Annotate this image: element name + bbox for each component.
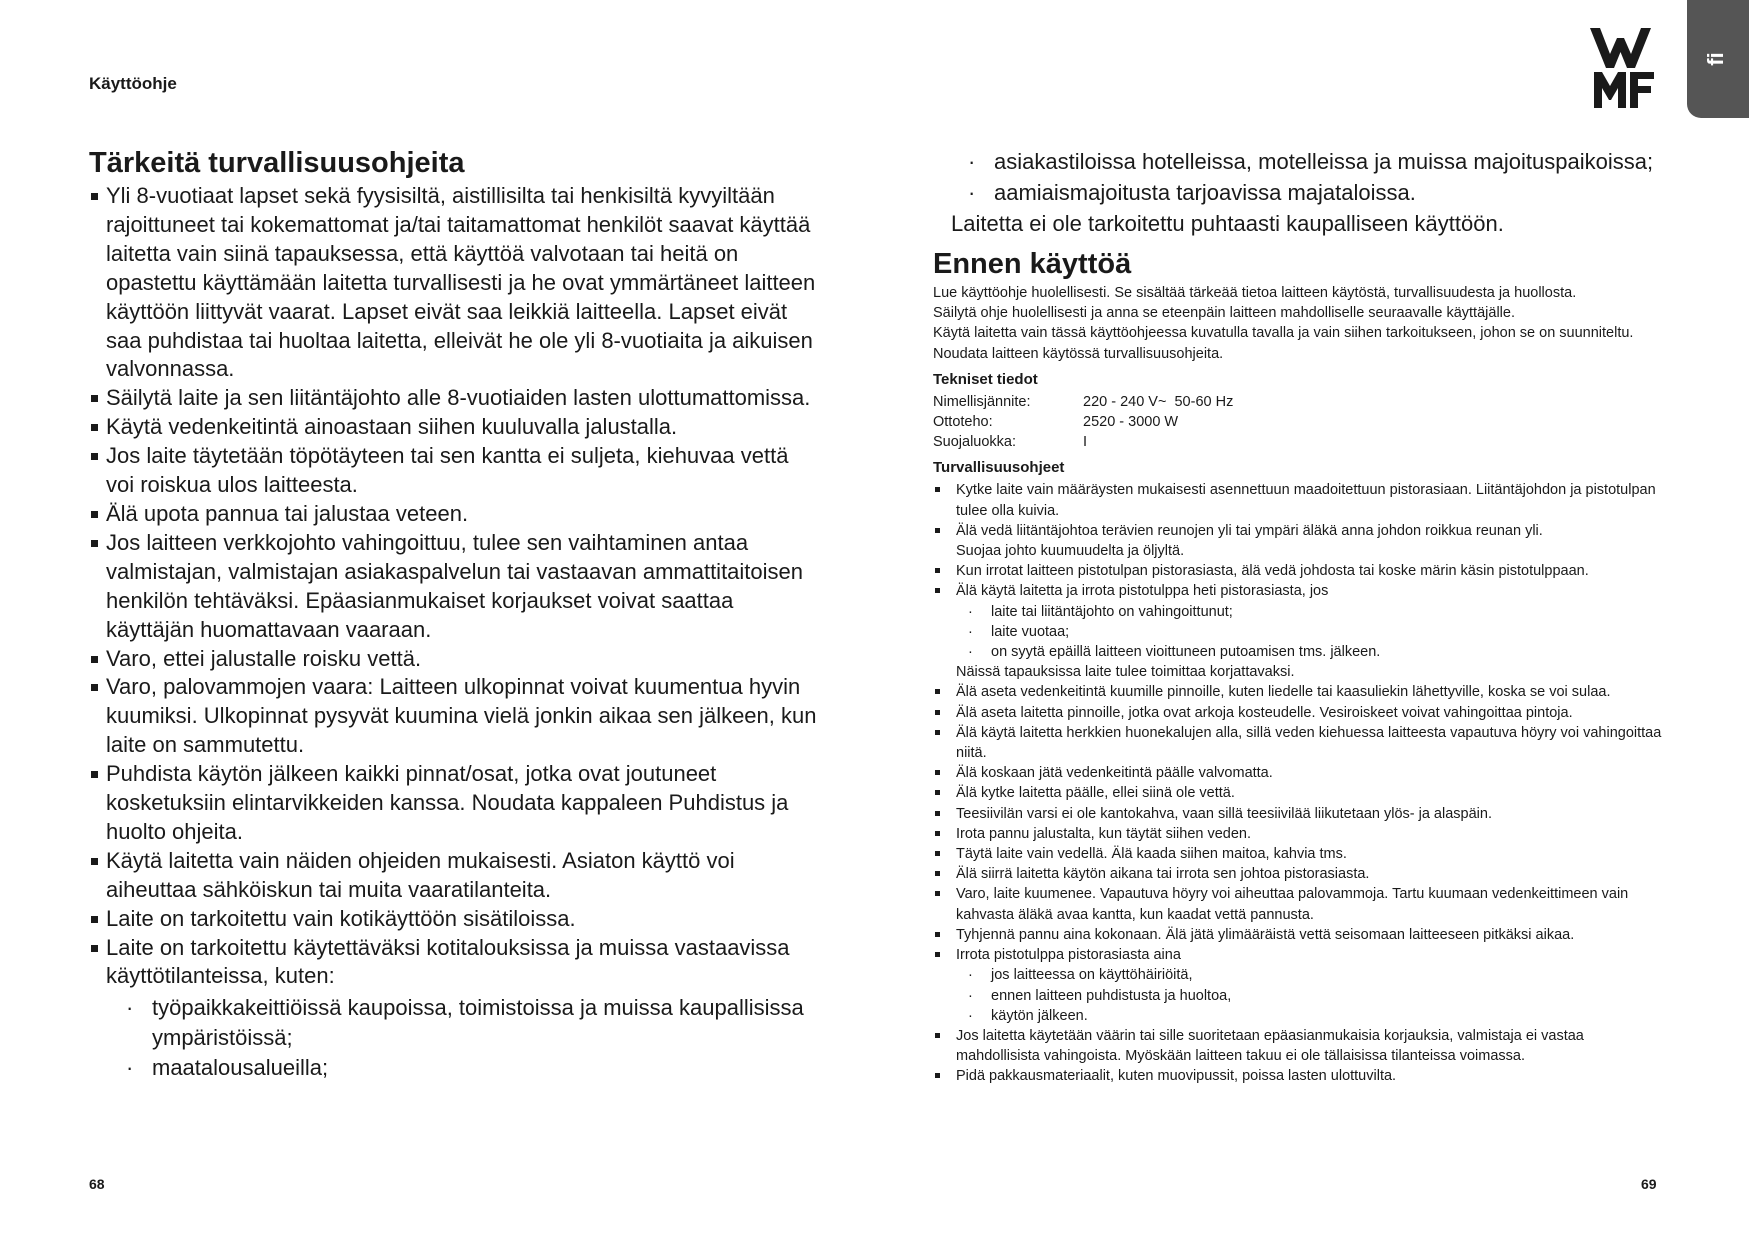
- safety-heading: Tärkeitä turvallisuusohjeita: [89, 147, 465, 179]
- sub-list-item: · jos laitteessa on käyttöhäiriöitä,: [956, 965, 1668, 985]
- spec-row: [933, 392, 1668, 412]
- list-item-text: Irrota pistotulppa pistorasiasta aina: [956, 947, 1181, 964]
- page-number-right: 69: [1641, 1176, 1657, 1192]
- intro-line: Säilytä ohje huolellisesti ja anna se eteenpäin laitteen mahdolliselle seuraavalle käyttäjälle.: [933, 305, 1515, 322]
- list-item: [933, 521, 1668, 561]
- list-item: Puhdista käytön jälkeen kaikki pinnat/osat, jotka ovat joutuneet kosketuksiin elintarvikkeiden kanssa. Noudata kappaleen Puhdistus ja huolto ohjeita.: [89, 760, 819, 847]
- spec-value: I: [1083, 434, 1088, 451]
- list-item: Käytä laitetta vain näiden ohjeiden mukaisesti. Asiaton käyttö voi aiheuttaa sähköiskun tai muita vaaratilanteita.: [89, 847, 819, 905]
- list-item-text: Suojaa johto kuumuudelta ja öljyltä.: [956, 543, 1185, 560]
- list-item: Pidä pakkausmateriaalit, kuten muovipussit, poissa lasten ulottuvilta.: [933, 1066, 1668, 1086]
- sub-list-item: · käytön jälkeen.: [956, 1006, 1668, 1026]
- intro-line: Noudata laitteen käytössä turvallisuusohjeita.: [933, 345, 1224, 362]
- commercial-use-note: Laitetta ei ole tarkoitettu puhtaasti kaupalliseen käyttöön.: [951, 211, 1504, 236]
- language-code: fi: [1703, 52, 1728, 66]
- wmf-logo-icon: [1590, 28, 1656, 108]
- list-item: Varo, ettei jalustalle roisku vettä.: [89, 645, 819, 674]
- list-item: Älä koskaan jätä vedenkeitintä päälle valvomatta.: [933, 763, 1668, 783]
- list-item: [89, 934, 819, 1084]
- spec-label: Ottoteho:: [933, 414, 993, 431]
- list-item: [933, 581, 1668, 682]
- list-item-text: Älä vedä liitäntäjohtoa terävien reunojen yli tai ympäri äläkä anna johdon roikkua reunan yli.: [956, 522, 1543, 539]
- sub-list-item: · on syytä epäillä laitteen vioittuneen putoamisen tms. jälkeen.: [956, 642, 1668, 662]
- sub-list-item: · aamiaismajoitusta tarjoavissa majataloissa.: [968, 177, 1668, 208]
- list-item: Täytä laite vain vedellä. Älä kaada siihen maitoa, kahvia tms.: [933, 844, 1668, 864]
- list-item: Jos laitetta käytetään väärin tai sille suoritetaan epäasianmukaisia korjauksia, valmistaja ei vastaa mahdollisista vahingoista. Myöskään laitteen takuu ei ole tällaisissa tilanteissa voimassa.: [933, 1026, 1668, 1066]
- list-item: Yli 8-vuotiaat lapset sekä fyysisiltä, aistillisilta tai henkisiltä kyvyiltään rajoittuneet tai kokemattomat ja/tai taitamattomat henkilöt saavat käyttää laitetta vain siinä tapauksessa, että käyttöä valvotaan tai heitä on opastettu käyttämään laitetta turvallisesti ja he ovat ymmärtäneet laitteen käyttöön liittyvät vaarat. Lapset eivät saa leikkiä laitteella. Lapset eivät saa puhdistaa tai huoltaa laitetta, elleivät he ole yli 8-vuotiaita ja aikuisen valvonnassa.: [89, 182, 819, 384]
- left-column: [89, 146, 819, 1083]
- intro-line: Käytä laitetta vain tässä käyttöohjeessa kuvatulla tavalla ja vain siihen tarkoitukseen, johon se on suunniteltu.: [933, 325, 1634, 342]
- spec-label: Nimellisjännite:: [933, 393, 1031, 410]
- list-item: Älä siirrä laitetta käytön aikana tai irrota sen johtoa pistorasiasta.: [933, 864, 1668, 884]
- sub-list-item: · laite vuotaa;: [956, 622, 1668, 642]
- language-tab: [1687, 0, 1749, 118]
- list-item: Kytke laite vain määräysten mukaisesti asennettuun maadoitettuun pistorasiaan. Liitäntäjohdon ja pistotulpan tulee olla kuivia.: [933, 480, 1668, 520]
- spec-row: [933, 432, 1668, 452]
- tech-heading: Tekniset tiedot: [933, 370, 1038, 388]
- list-item: Älä kytke laitetta päälle, ellei siinä ole vettä.: [933, 783, 1668, 803]
- list-item: Älä aseta laitetta pinnoille, jotka ovat arkoja kosteudelle. Vesiroiskeet voivat vahingoittaa pintoja.: [933, 703, 1668, 723]
- sub-list-continued: [933, 146, 1668, 208]
- list-item: Jos laite täytetään töpötäyteen tai sen kantta ei suljeta, kiehuvaa vettä voi roiskua ulos laitteesta.: [89, 442, 819, 500]
- sub-list: [956, 965, 1668, 1026]
- list-item-text: Laite on tarkoitettu käytettäväksi kotitalouksissa ja muissa vastaavissa käyttötilanteissa, kuten:: [106, 934, 790, 989]
- spec-value: 220 - 240 V~ 50-60 Hz: [1083, 393, 1234, 410]
- spec-label: Suojaluokka:: [933, 434, 1017, 451]
- list-item: Älä käytä laitetta herkkien huonekalujen alla, sillä veden kiehuessa laitteesta vapautuva höyry voi vahingoittaa niitä.: [933, 723, 1668, 763]
- list-item: Teesiivilän varsi ei ole kantokahva, vaan sillä teesiivilää liikutetaan ylös- ja alaspäin.: [933, 804, 1668, 824]
- list-item-text: Älä käytä laitetta ja irrota pistotulppa heti pistorasiasta, jos: [956, 583, 1329, 600]
- sub-list-item: · työpaikkakeittiöissä kaupoissa, toimistoissa ja muissa kaupallisissa ympäristöissä;: [126, 993, 819, 1053]
- wmf-logo: [1590, 28, 1656, 108]
- list-item: Varo, palovammojen vaara: Laitteen ulkopinnat voivat kuumentua hyvin kuumiksi. Ulkopinnat pysyvät kuumina vielä jonkin aikaa sen jälkeen, kun laite on sammutettu.: [89, 673, 819, 760]
- sub-list-item: · maatalousalueilla;: [126, 1053, 819, 1083]
- right-column: [933, 146, 1668, 1087]
- list-item: Laite on tarkoitettu vain kotikäyttöön sisätiloissa.: [89, 905, 819, 934]
- list-item: Tyhjennä pannu aina kokonaan. Älä jätä ylimääräistä vettä seisomaan laitteeseen pitkäksi aikaa.: [933, 925, 1668, 945]
- safety-instructions-list: [933, 480, 1668, 1086]
- list-item: Irota pannu jalustalta, kun täytät siihen veden.: [933, 824, 1668, 844]
- intro-line: Lue käyttöohje huolellisesti. Se sisältää tärkeää tietoa laitteen käytöstä, turvallisuudesta ja huollosta.: [933, 285, 1577, 301]
- safety-instructions-heading: Turvallisuusohjeet: [933, 459, 1065, 477]
- document-title: Käyttöohje: [89, 74, 177, 93]
- sub-list: [956, 602, 1668, 663]
- spec-value: 2520 - 3000 W: [1083, 414, 1179, 431]
- list-item: Älä upota pannua tai jalustaa veteen.: [89, 500, 819, 529]
- sub-list-item: · asiakastiloissa hotelleissa, motelleissa ja muissa majoituspaikoissa;: [968, 146, 1668, 177]
- sub-list: [126, 993, 819, 1083]
- list-item: Kun irrotat laitteen pistotulpan pistorasiasta, älä vedä johdosta tai koske märin käsin pistotulppaan.: [933, 561, 1668, 581]
- list-item: Älä aseta vedenkeitintä kuumille pinnoille, kuten liedelle tai kaasuliekin lähettyville, koska se voi sulaa.: [933, 682, 1668, 702]
- list-item: Jos laitteen verkkojohto vahingoittuu, tulee sen vaihtaminen antaa valmistajan, valmistajan asiakaspalvelun tai vastaavan ammattitaitoisen henkilön tehtäväksi. Epäasianmukaiset korjaukset voivat saattaa käyttäjän huomattavaan vaaraan.: [89, 529, 819, 645]
- before-use-heading: Ennen käyttöä: [933, 248, 1132, 280]
- list-item: Käytä vedenkeitintä ainoastaan siihen kuuluvalla jalustalla.: [89, 413, 819, 442]
- list-item: [933, 945, 1668, 1026]
- sub-list-item: · laite tai liitäntäjohto on vahingoittunut;: [956, 602, 1668, 622]
- list-item: Säilytä laite ja sen liitäntäjohto alle 8-vuotiaiden lasten ulottumattomissa.: [89, 384, 819, 413]
- list-item: Varo, laite kuumenee. Vapautuva höyry voi aiheuttaa palovammoja. Tartu kuumaan vedenkeittimeen vain kahvasta äläkä avaa kantta, kun kaadat vettä pannusta.: [933, 884, 1668, 924]
- spec-table: [933, 392, 1668, 453]
- spec-row: [933, 412, 1668, 432]
- list-item-text: Näissä tapauksissa laite tulee toimittaa korjattavaksi.: [956, 664, 1295, 681]
- page-number-left: 68: [89, 1176, 105, 1192]
- intro-text: [933, 283, 1668, 364]
- sub-list-item: · ennen laitteen puhdistusta ja huoltoa,: [956, 986, 1668, 1006]
- safety-list: [89, 182, 819, 1083]
